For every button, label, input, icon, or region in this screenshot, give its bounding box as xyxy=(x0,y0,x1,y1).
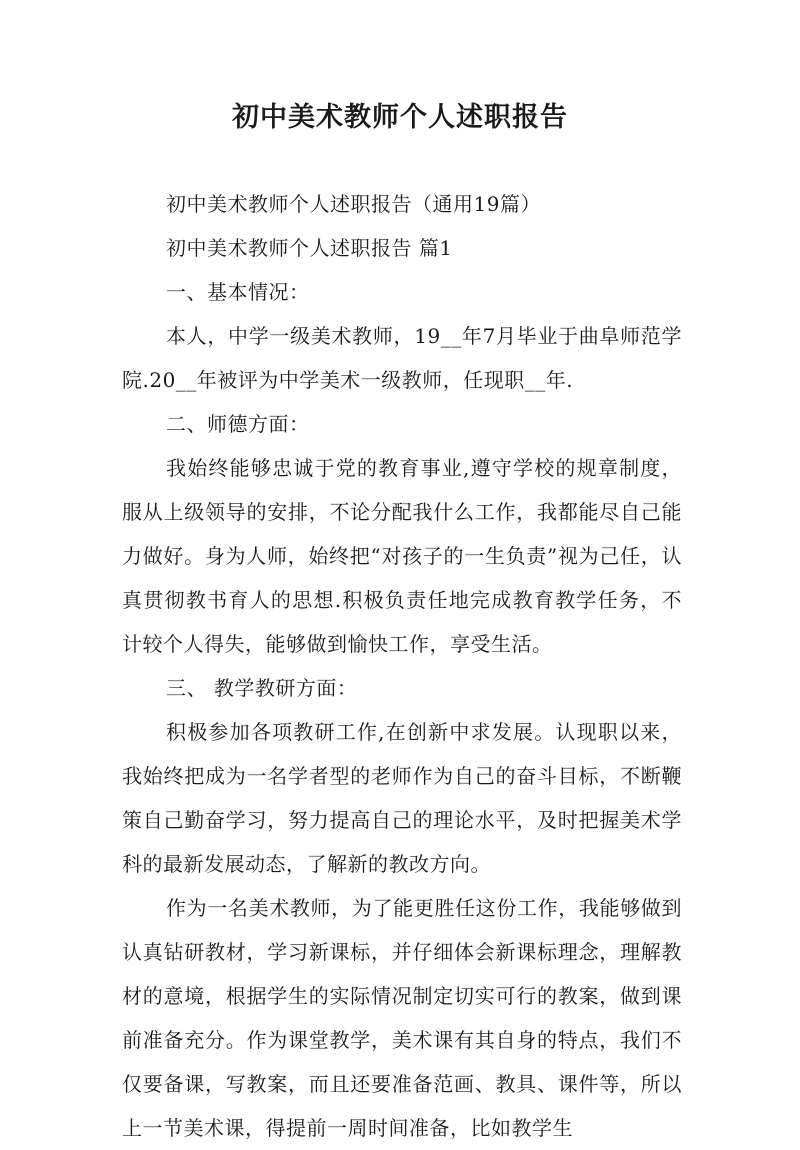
section-heading-basic-info: 一、基本情况： xyxy=(166,280,310,304)
subtitle-paragraph: 初中美术教师个人述职报告（通用19篇） xyxy=(166,192,541,216)
document-title: 初中美术教师个人述职报告 xyxy=(232,102,568,133)
body-paragraph: 积极参加各项教研工作,在创新中求发展。认现职以来，我始终把成为一名学者型的老师作为自己的奋斗目标，不断鞭策自己勤奋学习，努力提高自己的理论水平，及时把握美术学科的最新发展动态，了解新的教改方向。 xyxy=(122,720,682,876)
section-heading-teaching-research: 三、 教学教研方面： xyxy=(166,676,358,700)
body-paragraph: 我始终能够忠诚于党的教育事业,遵守学校的规章制度，服从上级领导的安排，不论分配我什么工作，我都能尽自己能力做好。身为人师，始终把“对孩子的一生负责”视为己任，认真贯彻教书育人的思想.积极负责任地完成教育教学任务，不计较个人得失，能够做到愉快工作，享受生活。 xyxy=(122,456,682,656)
body-paragraph: 作为一名美术教师，为了能更胜任这份工作，我能够做到认真钻研教材，学习新课标，并仔细体会新课标理念，理解教材的意境，根据学生的实际情况制定切实可行的教案，做到课前准备充分。作为课堂教学，美术课有其自身的特点，我们不仅要备课，写教案，而且还要准备范画、教具、课件等，所以上一节美术课，得提前一周时间准备，比如教学生 xyxy=(122,896,682,1140)
body-paragraph: 本人，中学一级美术教师，19__年7月毕业于曲阜师范学院.20__年被评为中学美术一级教师，任现职__年. xyxy=(122,324,682,392)
document-body xyxy=(122,182,682,1150)
section-heading-article-1: 初中美术教师个人述职报告 篇1 xyxy=(166,236,453,260)
section-heading-ethics: 二、师德方面： xyxy=(166,412,310,436)
